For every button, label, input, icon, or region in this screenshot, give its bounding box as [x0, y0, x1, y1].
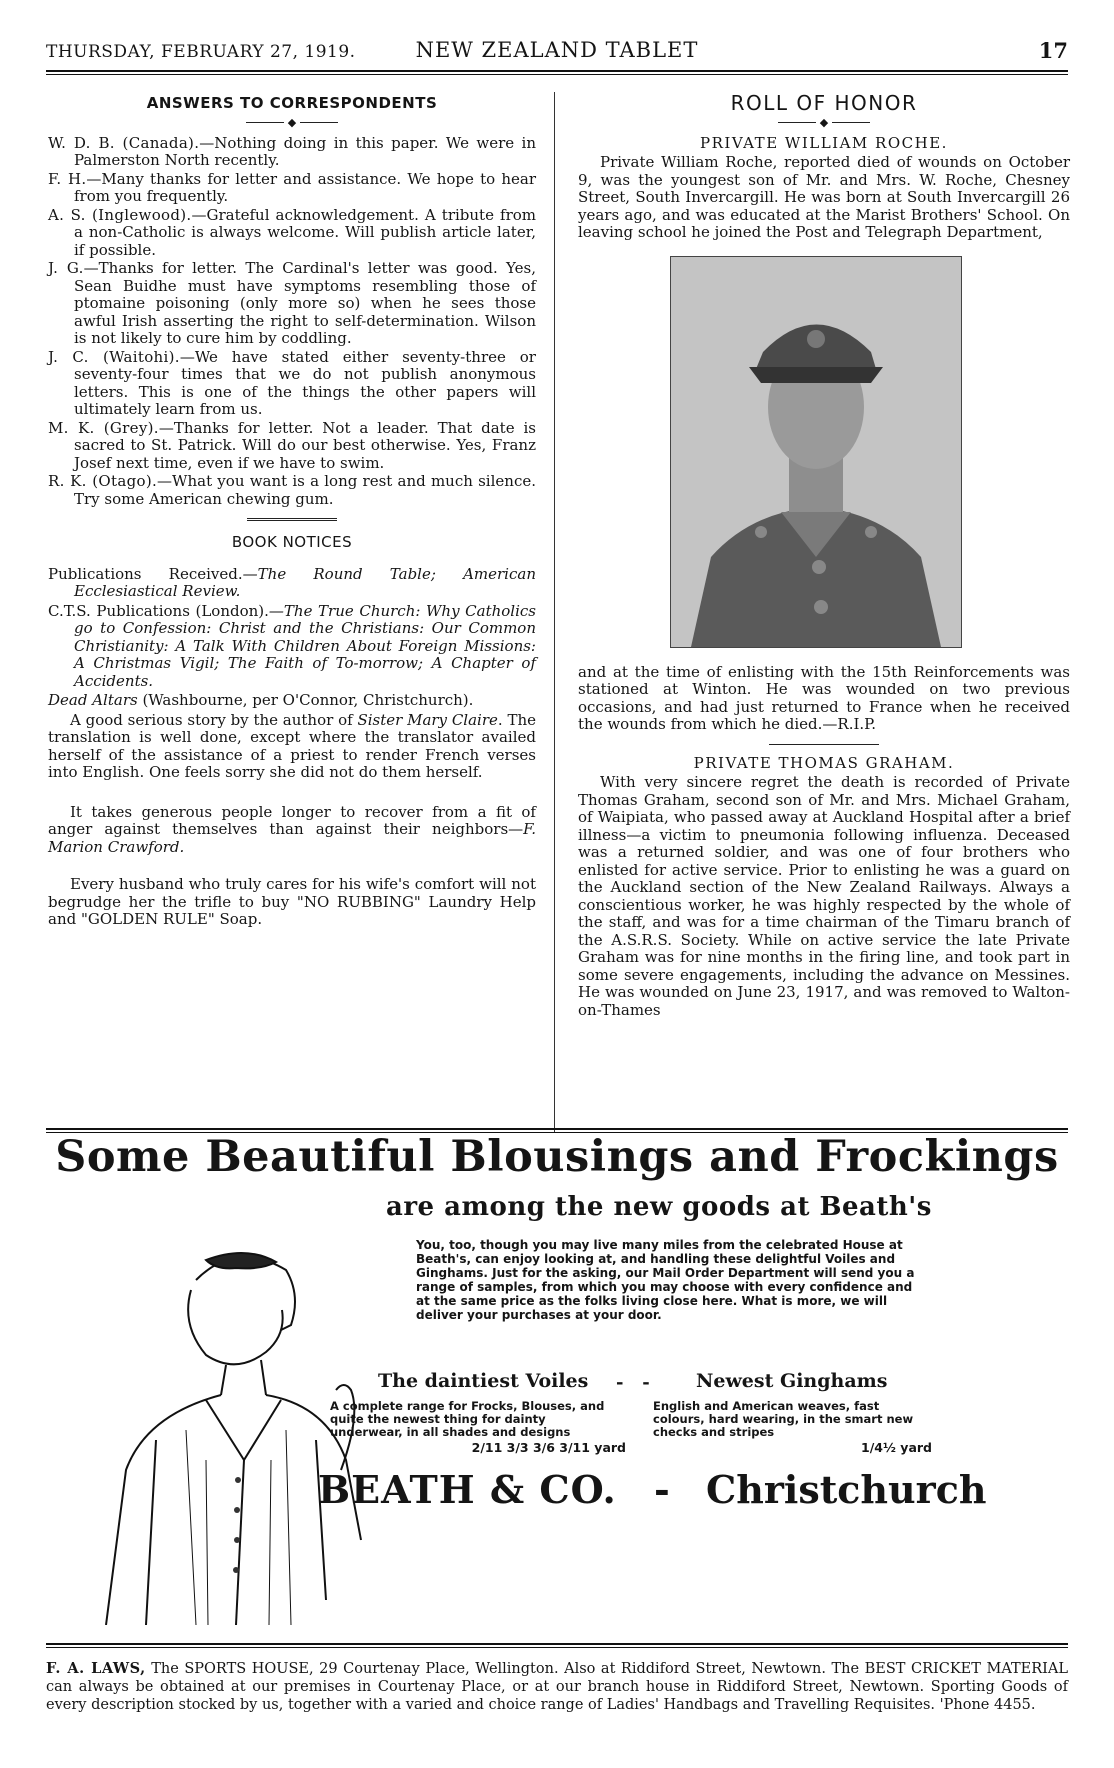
- dead-altars-review: A good serious story by the author of Sister Mary Claire. The translation is well done, except where the translator availed herself of the assistance of a priest to render French verses into English. One feels sorry she did not do them herself.: [48, 710, 536, 781]
- answer-item: J. G.—Thanks for letter. The Cardinal's letter was good. Yes, Sean Buidhe must have symptoms resembling those of ptomaine poisoning (only more so) when he sees those awful Irish asserting the right to self-determination. Wilson is not likely to cure him by coddling.: [48, 259, 536, 347]
- left-column: [48, 95, 536, 929]
- laws-text: F. A. LAWS, The SPORTS HOUSE, 29 Courtenay Place, Wellington. Also at Riddiford Street, Newtown. The BEST CRICKET MATERIAL can always be obtained at our premises in Courtenay Place, or at our branch house in Riddiford Street, Newtown. Sporting Goods of every description stocked by us, together with a varied and choice range of Ladies' Handbags and Travelling Requisites. 'Phone 4455.: [46, 1660, 1068, 1713]
- roche-text-continued: and at the time of enlisting with the 15th Reinforcements was stationed at Winton. He was wounded on two previous occasions, and had just returned to France when he received the wounds from which he died.—R.I.P.: [578, 662, 1070, 733]
- ad-body-text: You, too, though you may live many miles from the celebrated House at Beath's, can enjoy looking at, and handling these delightful Voiles and Ginghams. Just for the asking, our Mail Order Department will send you a range of samples, from which you may choose with every confidence and at the same price as the folks living close here. What is more, we will deliver your purchases at your door.: [416, 1238, 915, 1322]
- right-column: [578, 91, 1070, 1019]
- separator: [769, 744, 879, 745]
- book-notices-title: BOOK NOTICES: [231, 533, 353, 551]
- section-separator: [247, 518, 337, 522]
- ginghams-price: 1/4½ yard: [861, 1440, 932, 1455]
- graham-text: With very sincere regret the death is recorded of Private Thomas Graham, second son of Mr. and Mrs. Michael Graham, of Waipiata, who passed away at Auckland Hospital after a brief illness—a victim to pneumonia following influenza. Deceased was a returned soldier, and was one of four brothers who enlisted for active service. Prior to enlisting he was a guard on the Auckland section of the New Zealand Railways. Always a conscientious worker, he was highly respected by the whole of the staff, and was for a time chairman of the Timaru branch of the A.S.R.S. Society. While on active service the late Private Graham was for nine months in the firing line, and took part in some severe engagements, including the advance on Messines. He was wounded on June 23, 1917, and was removed to Walton-on-Thames: [578, 773, 1070, 1019]
- voiles-description: A complete range for Frocks, Blouses, and quite the newest thing for dainty underwear, in all shades and designs: [330, 1399, 605, 1439]
- firm-city: Christchurch: [706, 1467, 987, 1512]
- voiles-prices: 2/11 3/3 3/6 3/11 yard: [471, 1440, 626, 1455]
- issue-date: THURSDAY, FEBRUARY 27, 1919.: [46, 42, 356, 62]
- portrait-illustration: [671, 257, 961, 647]
- ginghams-description: English and American weaves, fast colours, hard wearing, in the smart new checks and stripes: [653, 1399, 914, 1439]
- publications-received: Publications Received.—The Round Table; American Ecclesiastical Review.: [48, 564, 536, 600]
- masthead-rule: [46, 70, 1068, 75]
- soap-notice: Every husband who truly cares for his wife's comfort will not begrudge her the trifle to buy "NO RUBBING" Laundry Help and "GOLDEN RULE" Soap.: [48, 875, 536, 928]
- voiles-title: The daintiest Voiles: [378, 1370, 589, 1392]
- page-number: 17: [1038, 38, 1068, 63]
- masthead: [46, 34, 1068, 74]
- ornament: ◆: [48, 117, 536, 129]
- dead-altars-entry: Dead Altars (Washbourne, per O'Connor, Christchurch).: [48, 691, 474, 709]
- cts-publications: C.T.S. Publications (London).—The True Church: Why Catholics go to Confession: Christ and the Christians: Our Common Christianity: A Talk With Children About Foreign Missions: A Christmas Vigil; The Faith of To-morrow; A Chapter of Accidents.: [48, 601, 536, 690]
- roche-text: Private William Roche, reported died of wounds on October 9, was the youngest son of Mr. and Mrs. W. Roche, Chesney Street, South Invercargill. He was born at South Invercargill 26 years ago, and was educated at the Marist Brothers' School. On leaving school he joined the Post and Telegraph Department,: [578, 153, 1070, 241]
- paper-title: NEW ZEALAND TABLET: [415, 38, 699, 62]
- answer-item: M. K. (Grey).—Thanks for letter. Not a leader. That date is sacred to St. Patrick. Will do our best otherwise. Yes, Franz Josef next time, even if we have to swim.: [48, 418, 536, 472]
- column-divider: [554, 92, 555, 1132]
- ad-subheadline: are among the new goods at Beath's: [386, 1192, 932, 1222]
- firm-dash: -: [654, 1467, 671, 1512]
- roll-of-honor-title: ROLL OF HONOR: [730, 91, 918, 115]
- answers-title: ANSWERS TO CORRESPONDENTS: [146, 94, 438, 112]
- ornament: ◆: [578, 117, 1070, 129]
- bottom-rule: [46, 1643, 1068, 1648]
- roche-heading: PRIVATE WILLIAM ROCHE.: [700, 133, 948, 152]
- answer-item: W. D. B. (Canada).—Nothing doing in this paper. We were in Palmerston North recently.: [48, 133, 536, 169]
- laws-notice: [46, 1660, 1068, 1714]
- answer-item: R. K. (Otago).—What you want is a long rest and much silence. Try some American chewing gum.: [48, 472, 536, 508]
- answer-item: A. S. (Inglewood).—Grateful acknowledgement. A tribute from a non-Catholic is always welcome. Will publish article later, if possible.: [48, 205, 536, 259]
- firm-name: BEATH & CO.: [318, 1467, 617, 1512]
- beath-advertisement: [46, 1130, 1068, 1640]
- bullet-dots: - -: [616, 1372, 650, 1393]
- answer-item: F. H.—Many thanks for letter and assistance. We hope to hear from you frequently.: [48, 169, 536, 205]
- answer-item: J. C. (Waitohi).—We have stated either seventy-three or seventy-four times that we do not publish anonymous letters. This is one of the things the other papers will ultimately learn from us.: [48, 347, 536, 418]
- quote: It takes generous people longer to recover from a fit of anger against themselves than against their neighbors—F. Marion Crawford.: [48, 802, 536, 856]
- ad-headline: Some Beautiful Blousings and Frockings: [55, 1132, 1059, 1182]
- graham-heading: PRIVATE THOMAS GRAHAM.: [693, 753, 955, 772]
- ginghams-title: Newest Ginghams: [696, 1370, 888, 1392]
- soldier-portrait-photo: [670, 256, 962, 648]
